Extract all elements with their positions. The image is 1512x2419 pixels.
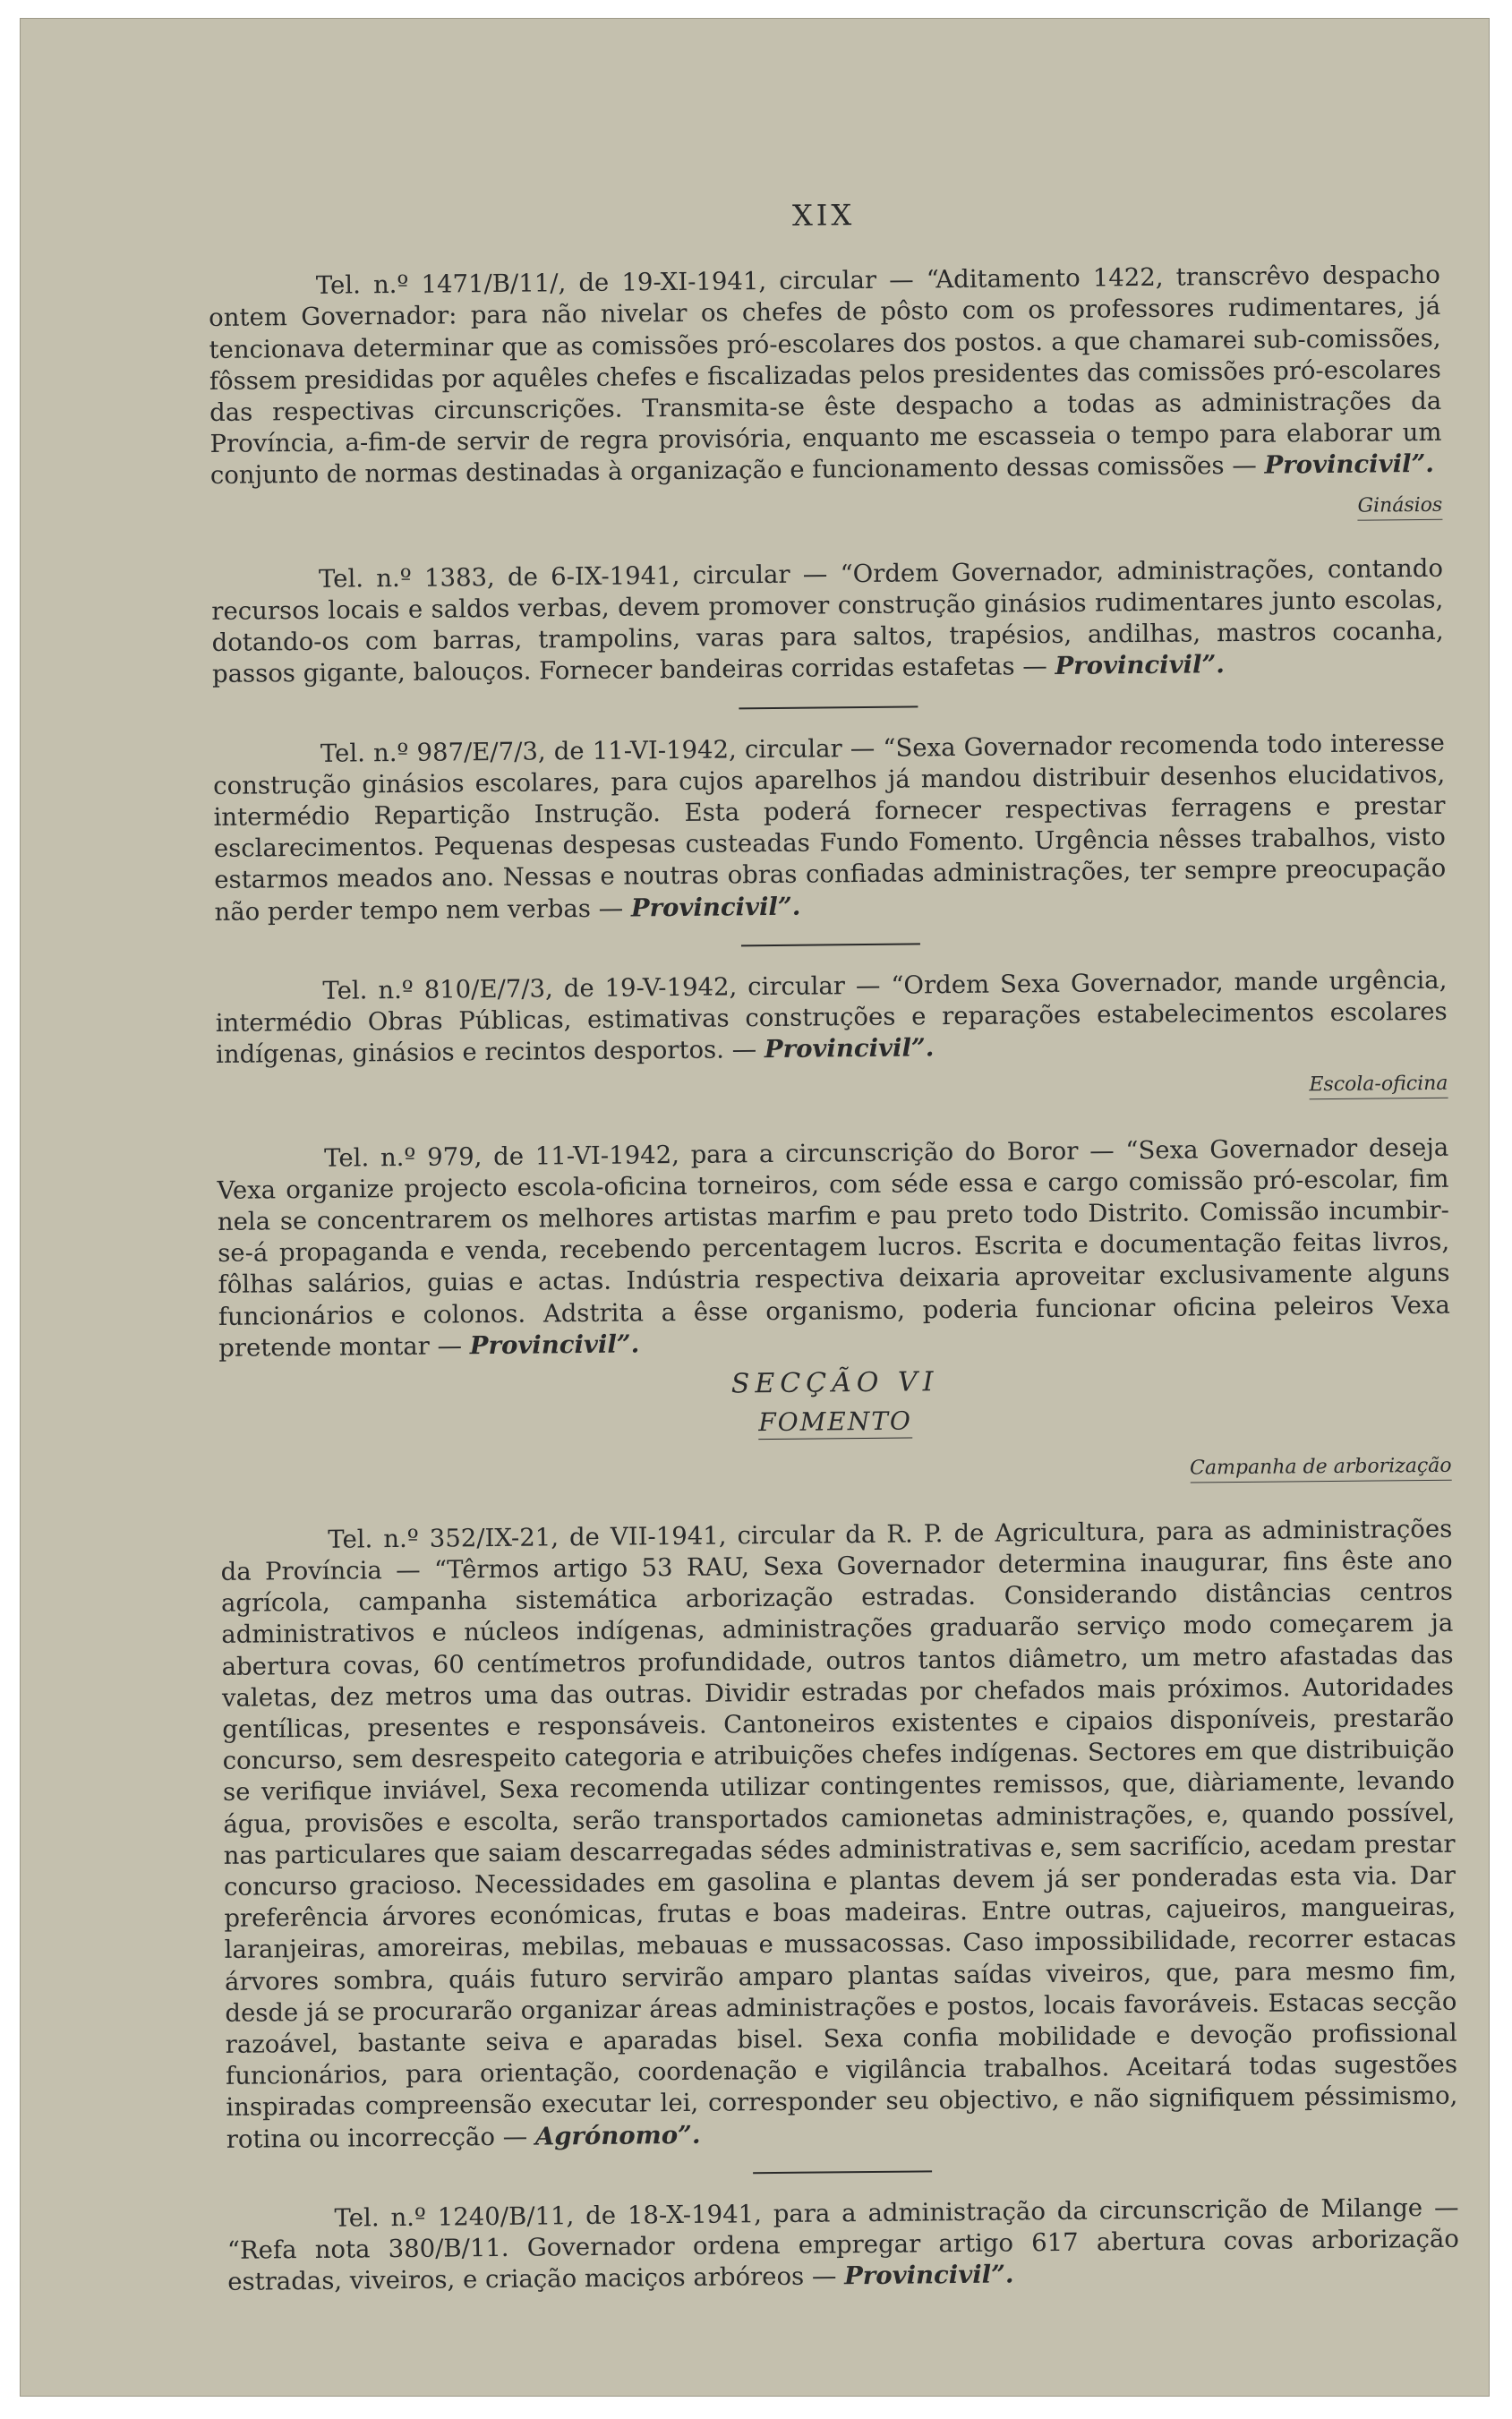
telegram-reference: Tel. n.º 987/E/7/3, de 11-VI-1942, circular — <box>320 733 876 768</box>
telegram-entry <box>220 1513 1458 2155</box>
separator-rule <box>753 2170 932 2174</box>
telegram-signature: Provincivil”. <box>630 892 801 923</box>
telegram-entry <box>211 553 1444 691</box>
telegram-reference: Tel. n.º 979, de 11-VI-1942, para a circunscrição do Boror — <box>324 1136 1115 1173</box>
telegram-signature: Provincivil”. <box>1264 449 1435 481</box>
telegram-signature: Provincivil”. <box>843 2260 1014 2291</box>
telegram-signature: Provincivil”. <box>469 1329 640 1361</box>
heading-campanha-label: Campanha de arborização <box>1190 1454 1452 1483</box>
telegram-entry <box>213 727 1447 927</box>
heading-ginasios <box>210 489 1442 532</box>
telegram-signature: Agrónomo”. <box>534 2120 701 2151</box>
telegram-text: “Aditamento 1422, transcrêvo despacho ontem Governador: para não nivelar os chefes de pôsto com os professores rudimentares, já tencionava determinar que as comissões pró-escolares dos postos. a que chamarei sub-comissões, fôssem presididas por aquêles chefes e fiscalizadas pelos presidentes das comissões pró-escolares das respectivas circunscrições. Transmita-se êste despacho a todas as administrações da Província, a-fim-de servir de regra provisória, enquanto me escasseia o tempo para elaborar um conjunto de normas destinadas à organização e funcionamento dessas comissões — <box>209 260 1442 491</box>
telegram-signature: Provincivil”. <box>1055 650 1226 681</box>
telegram-text: “Sexa Governador recomenda todo interesse construção ginásios escolares, para cujos aparelhos já mandou distribuir desenhos elucidativos, intermédio Repartição Instrução. Esta poderá fornecer respectivas ferragens e prestar esclarecimentos. Pequenas despesas custeadas Fundo Fomento. Urgência nêsses trabalhos, visto estarmos meados ano. Nessas e noutras obras confiadas administrações, ter sempre preocupação não perder tempo nem verbas — <box>213 728 1447 927</box>
separator-rule <box>741 943 920 946</box>
telegram-text: “Sexa Governador deseja Vexa organize projecto escola-oficina torneiros, com séde essa e cargo comissão pró-escolar, fim nela se concentrarem os melhores artistas marfim e pau preto todo Distrito. Comissão incumbir-se-á propaganda e venda, recebendo percentagem lucros. Escrita e documentação feitas livros, fôlhas salários, guias e actas. Indústria respectiva deixaria aproveitar exclusivamente alguns funcionários e colonos. Adstrita a êsse organismo, poderia funcionar oficina peleiros Vexa pretende montar — <box>217 1133 1450 1363</box>
telegram-signature: Provincivil”. <box>764 1033 935 1064</box>
section-title: SECÇÃO VI <box>730 1366 939 1400</box>
separator-rule <box>739 705 918 709</box>
heading-campanha-arborizacao <box>219 1449 1451 1492</box>
telegram-reference: Tel. n.º 1240/B/11, de 18-X-1941, para a administração da circunscrição de Milange — <box>334 2192 1459 2233</box>
section-subtitle-label: FOMENTO <box>758 1406 912 1440</box>
telegram-entry <box>217 1132 1450 1364</box>
telegram-text: “Ordem Sexa Governador, mande urgência, intermédio Obras Públicas, estimativas construções e reparações estabelecimentos escolares indígenas, ginásios e recintos desportos. — <box>215 965 1448 1070</box>
telegram-reference: Tel. n.º 810/E/7/3, de 19-V-1942, circular — <box>322 970 881 1005</box>
telegram-text: “Ordem Governador, administrações, contando recursos locais e saldos verbas, devem promover construção ginásios rudimentares junto escolas, dotando-os com barras, trampolins, varas para saltos, trapésios, andilhas, mastros cocanha, passos gigante, balouços. Fornecer bandeiras corridas estafetas — <box>211 553 1444 689</box>
telegram-entry <box>209 260 1442 492</box>
telegram-reference: Tel. n.º 1471/B/11/, de 19-XI-1941, circular — <box>315 265 914 301</box>
heading-ginasios-label: Ginásios <box>1357 493 1442 520</box>
telegram-entry <box>215 965 1448 1072</box>
heading-escola-oficina <box>216 1068 1448 1111</box>
page-number: XIX <box>791 198 856 233</box>
telegram-reference: Tel. n.º 1383, de 6-IX-1941, circular — <box>318 560 828 594</box>
document-page <box>208 194 1459 2307</box>
heading-escola-oficina-label: Escola-oficina <box>1309 1073 1448 1099</box>
section-subtitle <box>219 1400 1451 1443</box>
telegram-text: “Refa nota 380/B/11. Governador ordena empregar artigo 617 abertura covas arborização estradas, viveiros, e criação maciços arbóreos — <box>226 2224 1460 2297</box>
telegram-reference: Tel. n.º 352/IX-21, de VII-1941, circular da R. P. de Agricultura, para as administrações da Província — <box>220 1514 1453 1586</box>
telegram-entry <box>226 2192 1459 2298</box>
telegram-text: “Têrmos artigo 53 RAU, Sexa Governador determina inaugurar, fins êste ano agrícola, campanha sistemática arborização estradas. Considerando distâncias centros administrativos e núcleos indígenas, administrações graduarão serviço modo começarem ja abertura covas, 60 centímetros profundidade, outros tantos diâmetro, um metro afastadas das valetas, dez metros uma das outras. Dividir estradas por chefados mais próximos. Autoridades gentílicas, presentes e responsáveis. Cantoneiros existentes e cipaios disponíveis, prestarão concurso, sem desrespeito categoria e atribuições chefes indígenas. Sectores em que distribuição se verifique inviável, Sexa recomenda utilizar contingentes remissos, que, diàriamente, levando água, provisões e escolta, serão transportados camionetas administrações, e, quando possível, nas particulares que saiam descarregadas sédes administrativas e, sem sacrifício, acedam prestar concurso gracioso. Necessidades em gasolina e plantas devem já ser ponderadas esta via. Dar preferência árvores económicas, frutas e boas madeiras. Entre outras, cajueiros, mangueiras, laranjeiras, amoreiras, mebilas, mebauas e mussacossas. Caso impossibilidade, recorrer estacas árvores sombra, quáis futuro servirão amparo plantas saídas viveiros, que, para mesmo fim, desde já se procurarão organizar áreas administrações e postos, locais favoráveis. Estacas secção razoável, bastante seiva e aparadas bisel. Sexa confia mobilidade e devoção profissional funcionários, para orientação, coordenação e vigilância trabalhos. Aceitará todas sugestões inspiradas compreensão executar lei, corresponder seu objectivo, e não signifiquem péssimismo, rotina ou incorrecção — <box>220 1545 1458 2154</box>
